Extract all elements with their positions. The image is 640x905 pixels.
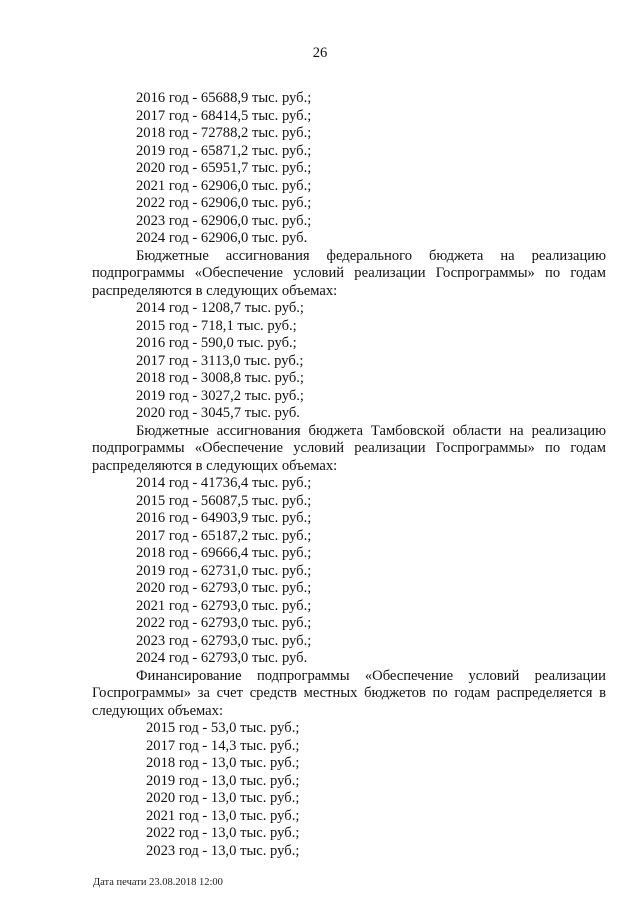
list-item: 2018 год - 72788,2 тыс. руб.; [136,125,312,141]
list-item: 2019 год - 62731,0 тыс. руб.; [136,562,312,579]
list-item: 2020 год - 3045,7 тыс. руб. [136,405,300,421]
list-item: 2016 год - 590,0 тыс. руб.; [136,335,297,351]
list-item: 2019 год - 65871,2 тыс. руб.; [136,142,312,159]
paragraph-line: Финансирование подпрограммы «Обеспечение условий реализации [136,667,606,684]
paragraph-line: Бюджетные ассигнования бюджета Тамбовской области на реализацию [136,422,606,439]
list-item: 2015 год - 718,1 тыс. руб.; [136,317,297,334]
list-item: 2017 год - 14,3 тыс. руб.; [146,737,300,754]
paragraph-line: подпрограммы «Обеспечение условий реализации Госпрограммы» по годам [92,440,606,456]
list-item: 2021 год - 62906,0 тыс. руб.; [136,177,312,194]
list-item: 2015 год - 56087,5 тыс. руб.; [136,492,312,509]
paragraph-line: подпрограммы «Обеспечение условий реализации Госпрограммы» по годам [92,265,606,281]
list-item: 2017 год - 65187,2 тыс. руб.; [136,527,312,544]
list-item: 2015 год - 53,0 тыс. руб.; [146,720,300,736]
list-item: 2018 год - 3008,8 тыс. руб.; [136,370,304,386]
list-item: 2016 год - 65688,9 тыс. руб.; [136,90,312,106]
list-item: 2017 год - 68414,5 тыс. руб.; [136,107,312,124]
list-item: 2016 год - 64903,9 тыс. руб.; [136,510,312,526]
list-item: 2017 год - 3113,0 тыс. руб.; [136,352,304,369]
paragraph-line: Бюджетные ассигнования федерального бюджета на реализацию [136,247,606,264]
paragraph-line: распределяются в следующих объемах: [92,457,338,474]
print-date-footer: Дата печати 23.08.2018 12:00 [93,877,223,888]
list-item: 2022 год - 13,0 тыс. руб.; [146,825,300,841]
list-item: 2023 год - 13,0 тыс. руб.; [146,842,300,859]
list-item: 2019 год - 3027,2 тыс. руб.; [136,387,304,404]
list-item: 2023 год - 62906,0 тыс. руб.; [136,212,312,229]
paragraph-line: распределяются в следующих объемах: [92,282,338,299]
paragraph-line: Госпрограммы» за счет средств местных бюджетов по годам распределяется в [92,685,606,701]
list-item: 2020 год - 13,0 тыс. руб.; [146,790,300,806]
page-number: 26 [312,45,328,61]
list-item: 2018 год - 13,0 тыс. руб.; [146,755,300,771]
paragraph-federal-budget [92,248,606,301]
list-item: 2022 год - 62793,0 тыс. руб.; [136,615,312,631]
list-item: 2023 год - 62793,0 тыс. руб.; [136,632,312,649]
list-item: 2024 год - 62793,0 тыс. руб. [136,650,308,666]
paragraph-local-budgets [92,668,606,721]
list-item: 2019 год - 13,0 тыс. руб.; [146,772,300,789]
list-item: 2024 год - 62906,0 тыс. руб. [136,230,308,246]
list-item: 2014 год - 1208,7 тыс. руб.; [136,300,304,316]
list-item: 2018 год - 69666,4 тыс. руб.; [136,545,312,561]
list-item: 2022 год - 62906,0 тыс. руб.; [136,195,312,211]
paragraph-regional-budget [92,423,606,476]
list-item: 2021 год - 13,0 тыс. руб.; [146,807,300,824]
list-item: 2021 год - 62793,0 тыс. руб.; [136,597,312,614]
list-item: 2020 год - 62793,0 тыс. руб.; [136,580,312,596]
paragraph-line: следующих объемах: [92,702,224,719]
list-item: 2020 год - 65951,7 тыс. руб.; [136,160,312,176]
list-item: 2014 год - 41736,4 тыс. руб.; [136,475,312,491]
